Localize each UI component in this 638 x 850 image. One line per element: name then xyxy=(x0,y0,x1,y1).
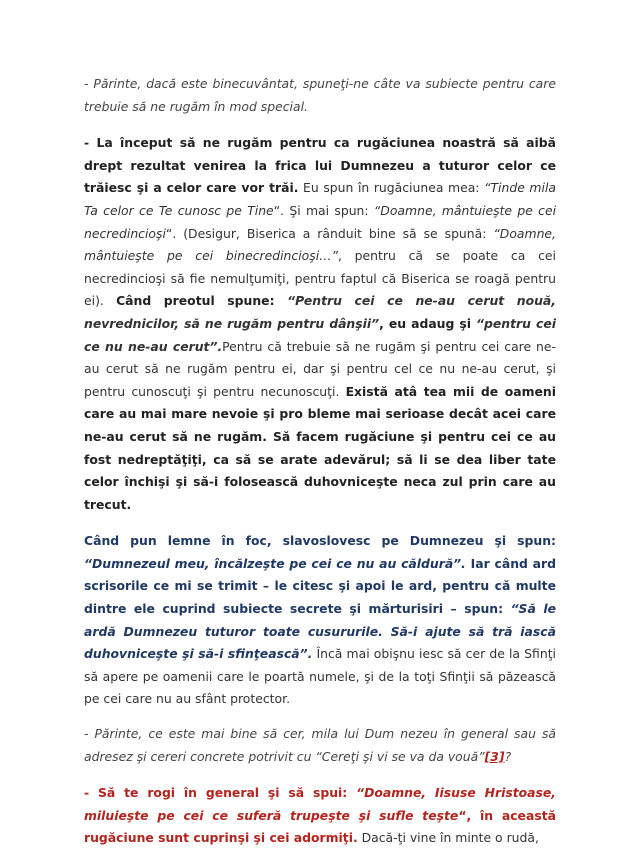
answer-text: “. Şi mai spun: xyxy=(273,202,374,218)
answer-blue: Iar când ard scrisorile ce mi se trimit – le citesc şi apoi le ard, pentru că multe dintre ele cuprind subiecte secrete şi mărturisiri – spun: xyxy=(84,555,556,617)
answer-text: Eu spun în rugăciunea mea: xyxy=(298,180,485,196)
answer-text: Încă mai obişnu iesc să cer de la Sfinţi să apere pe oamenii care le poartă numele, şi de la toţi Sfinţii să păzească pe cei care nu au sfânt protector. xyxy=(84,646,556,707)
answer-text: Pentru că trebuie să ne rugăm şi pentru cei care ne-au cerut să ne rugăm pentru ei, dar şi pentru cel ce nu ne-au cerut, şi pentru cunoscuţi şi pentru necunoscuţi. xyxy=(84,338,556,399)
answer-red-lead: - Să te rogi în general şi să spui: xyxy=(84,785,357,801)
answer-blue-lead: Când pun lemne în foc, slavoslovesc pe Dumnezeu şi spun: xyxy=(84,533,556,549)
prayer-quote-bold: “Pentru cei ce ne-au cerut nouă, nevrednicilor, să ne rugăm pentru dânşii” xyxy=(84,293,557,331)
answer-paragraph-1 xyxy=(84,132,556,516)
prayer-quote: “Tinde mila Ta celor ce Te cunosc pe Tine xyxy=(84,180,556,218)
answer-paragraph-3 xyxy=(84,782,556,850)
answer-paragraph-2 xyxy=(84,530,556,711)
question-text: - Părinte, dacă este binecuvântat, spuneţi-ne câte va subiecte pentru care trebuie să ne rugăm în mod special. xyxy=(84,76,556,114)
scripture-quote: “Cereţi şi vi se va da vouă” xyxy=(315,748,485,764)
document-page xyxy=(84,73,556,850)
answer-bold: Când preotul spune: xyxy=(116,293,288,309)
prayer-quote-blue: “Să le ardă Dumnezeu tuturor toate cusururile. Să-i ajute să tră iască duhovniceşte şi să-i sfinţească”. xyxy=(84,601,556,662)
answer-bold: Există atâ tea mii de oameni care au mai mare nevoie şi pro bleme mai serioase decât acei care ne-au cerut să ne rugăm. Să facem rugăciune şi pentru cei ce au fost nedreptăţiţi, ca să se arate adevărul; să li se dea liber tate celor închişi şi să-i folosească duhovniceşte neca zul prin care au trecut. xyxy=(84,383,557,512)
prayer-quote: “Doamne, mântuieşte pe cei binecredincioşi…” xyxy=(84,225,556,264)
answer-bold: , eu adaug şi xyxy=(379,315,477,331)
answer-text: , pentru că se poate ca cei necredincioşi să fie nemulţumiţi, pentru faptul că Biserica se roagă pentru ei). xyxy=(84,248,556,309)
answer-red: “, în această rugăciune sunt cuprinşi şi cei adormiţi. xyxy=(84,807,556,846)
question-end: ? xyxy=(504,748,512,764)
answer-text: Dacă-ţi vine în minte o rudă, xyxy=(357,830,539,846)
question-paragraph-1 xyxy=(84,73,556,118)
question-paragraph-2 xyxy=(84,723,556,768)
prayer-quote: “Doamne, mântuieşte pe cei necredincioşi xyxy=(84,202,557,241)
prayer-quote-bold: “pentru cei ce nu ne-au cerut”. xyxy=(84,315,556,354)
prayer-quote-blue: “Dumnezeul meu, încălzeşte pe cei ce nu au căldură”. xyxy=(84,555,466,571)
answer-text: “. (Desigur, Biserica a rânduit bine să se spună: xyxy=(165,225,494,241)
prayer-quote-red: “Doamne, Iisuse Hristoase, miluieşte pe cei ce suferă trupeşte şi sufle teşte xyxy=(84,785,556,823)
footnote-link[interactable]: [3] xyxy=(484,748,505,764)
question-text: - Părinte, ce este mai bine să cer, mila lui Dum nezeu în general sau să adresez şi cereri concrete potrivit cu xyxy=(84,726,556,764)
answer-bold-lead: - La început să ne rugăm pentru ca rugăciunea noastră să aibă drept rezultat venirea la frica lui Dumnezeu a tuturor celor ce trăiesc şi a celor care vor trăi. xyxy=(84,135,556,196)
